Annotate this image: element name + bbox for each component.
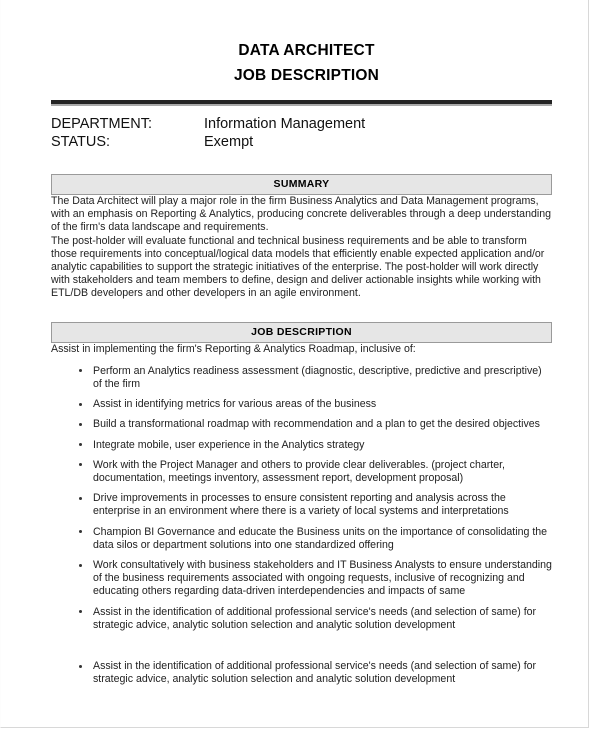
- list-item-text: Champion BI Governance and educate the Business units on the importance of consolidating the data silos or department solutions into one standardized offering: [93, 525, 548, 551]
- list-item: [51, 559, 552, 599]
- bullet-dot-icon: [79, 665, 82, 668]
- list-item-text: Perform an Analytics readiness assessment (diagnostic, descriptive, predictive and prescriptive) of the firm: [93, 364, 542, 391]
- list-item: [51, 398, 552, 411]
- list-item-text: Assist in the identification of additional professional service's needs (and selection of same) for strategic advice, analytic solution selection and analytic solution development: [93, 605, 537, 631]
- metadata-block: [51, 115, 552, 151]
- status-label: STATUS:: [51, 134, 111, 150]
- summary-paragraph-2: The post-holder will evaluate functional and technical business requirements and be able to transform those requirements into conceptual/logical data models that efficiently enable expected application and/or analytic capabilities to support the strategic initiatives of the enterprise. The post-holder will work directly with stakeholders and team members to define, design and deliver actionable insights while working with ETL/DB developers and other developers in an agile environment.: [51, 234, 545, 300]
- job-description-intro: Assist in implementing the firm's Reporting & Analytics Roadmap, inclusive of:: [51, 342, 416, 355]
- bullet-dot-icon: [79, 530, 82, 533]
- bullet-dot-icon: [79, 610, 82, 613]
- bullet-dot-icon: [79, 564, 82, 567]
- department-value: Information Management: [204, 116, 366, 132]
- bullet-dot-icon: [79, 403, 82, 406]
- bullet-dot-icon: [79, 497, 82, 500]
- title-line-1: DATA ARCHITECT: [238, 42, 375, 59]
- page-title: [51, 42, 552, 85]
- bullet-dot-icon: [79, 463, 82, 466]
- list-item-text: Work with the Project Manager and others to provide clear deliverables. (project charter, documentation, meetings inventory, assessment report, development proposal): [93, 458, 505, 485]
- list-item: [51, 606, 552, 632]
- list-item-text: Integrate mobile, user experience in the Analytics strategy: [93, 438, 365, 451]
- status-value: Exempt: [204, 134, 254, 150]
- list-item: [51, 459, 552, 485]
- metadata-row-status: [51, 133, 552, 151]
- title-divider-rule: [51, 100, 552, 106]
- job-description-bullet-list: [51, 365, 552, 687]
- list-item-text: Drive improvements in processes to ensure consistent reporting and analysis across the enterprise in an environment where there is a variety of local systems and interpretations: [93, 492, 509, 518]
- bullet-dot-icon: [79, 369, 82, 372]
- document-content: [51, 0, 552, 693]
- list-item-text: Assist in the identification of additional professional service's needs (and selection of same) for strategic advice, analytic solution selection and analytic solution development: [93, 660, 537, 686]
- summary-paragraph-1: The Data Architect will play a major role in the firm Business Analytics and Data Management programs, with an emphasis on Reporting & Analytics, producing concrete deliverables through a deep understanding of the firm's data landscape and requirements.: [51, 195, 551, 234]
- bullet-dot-icon: [79, 423, 82, 426]
- list-item: [51, 418, 552, 431]
- section-header-summary: SUMMARY: [51, 174, 552, 195]
- list-item: [51, 660, 552, 686]
- department-label: DEPARTMENT:: [51, 116, 152, 132]
- metadata-row-department: [51, 115, 552, 133]
- bullet-dot-icon: [79, 443, 82, 446]
- title-line-2: JOB DESCRIPTION: [233, 67, 380, 84]
- list-item: [51, 526, 552, 552]
- list-item: [51, 492, 552, 518]
- list-item-text: Build a transformational roadmap with recommendation and a plan to get the desired objectives: [93, 418, 540, 431]
- list-item-text: Assist in identifying metrics for various areas of the business: [93, 398, 377, 411]
- list-item: [51, 439, 552, 452]
- list-item: [51, 365, 552, 391]
- section-header-job-description: JOB DESCRIPTION: [51, 322, 552, 343]
- list-item-text: Work consultatively with business stakeholders and IT Business Analysts to ensure understanding of the business requirements associated with ongoing requests, inclusive of recognizing and educating others regarding data-driven interdependencies and impacts of same: [93, 559, 552, 598]
